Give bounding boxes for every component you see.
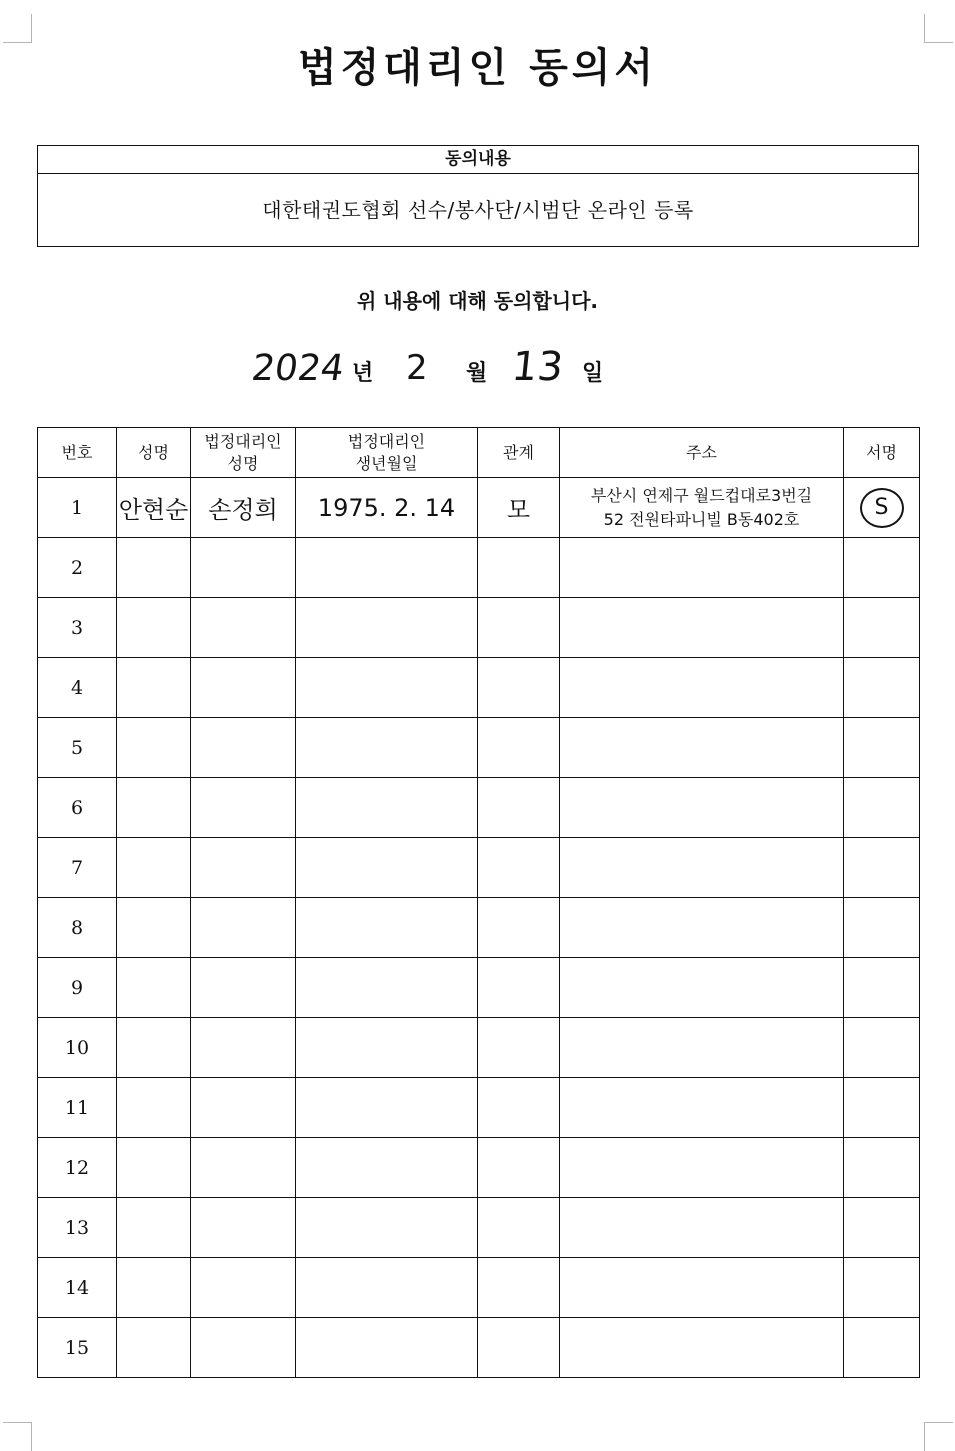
- cell-address: [560, 898, 844, 958]
- cell-signature: [844, 838, 920, 898]
- cell-guardian-birthdate: [296, 958, 478, 1018]
- header-guardian-birthdate: 법정대리인 생년월일: [296, 428, 478, 478]
- cell-number: 15: [38, 1318, 117, 1378]
- cell-address: [560, 1258, 844, 1318]
- table-row: [38, 958, 920, 1018]
- cell-guardian-name: 손정희: [191, 478, 296, 538]
- cell-address: [560, 598, 844, 658]
- cell-name: [117, 598, 191, 658]
- cell-relation: [478, 898, 560, 958]
- cell-number: 12: [38, 1138, 117, 1198]
- cell-name: [117, 838, 191, 898]
- cell-guardian-name: [191, 1198, 296, 1258]
- cell-guardian-birthdate: [296, 898, 478, 958]
- cell-relation: [478, 958, 560, 1018]
- table-header-row: [38, 428, 920, 478]
- cell-address: [560, 778, 844, 838]
- cell-name: [117, 778, 191, 838]
- cell-number: 6: [38, 778, 117, 838]
- cell-name: [117, 1078, 191, 1138]
- cell-signature: [844, 718, 920, 778]
- cell-guardian-name: [191, 1318, 296, 1378]
- cell-name: [117, 1258, 191, 1318]
- cell-name: [117, 1138, 191, 1198]
- cell-relation: [478, 1318, 560, 1378]
- cell-signature: [844, 1018, 920, 1078]
- cell-number: 11: [38, 1078, 117, 1138]
- cell-number: 9: [38, 958, 117, 1018]
- table-row: [38, 718, 920, 778]
- cell-relation: [478, 1258, 560, 1318]
- cell-guardian-birthdate: [296, 1078, 478, 1138]
- cell-number: 2: [38, 538, 117, 598]
- cell-signature: [844, 958, 920, 1018]
- cell-signature: [844, 658, 920, 718]
- cell-relation: [478, 538, 560, 598]
- table-row: [38, 478, 920, 538]
- consent-content-header: 동의내용: [38, 146, 918, 174]
- cell-relation: [478, 598, 560, 658]
- header-address: 주소: [560, 428, 844, 478]
- table-row: [38, 1018, 920, 1078]
- signature-mark: S: [860, 488, 904, 528]
- cell-address: [560, 1138, 844, 1198]
- cell-address: [560, 1198, 844, 1258]
- cell-number: 10: [38, 1018, 117, 1078]
- cell-signature: [844, 1138, 920, 1198]
- cell-guardian-birthdate: [296, 838, 478, 898]
- guardian-registration-table: [37, 427, 920, 1378]
- cell-guardian-birthdate: [296, 1018, 478, 1078]
- cell-guardian-name: [191, 658, 296, 718]
- cell-signature: [844, 1318, 920, 1378]
- consent-content-box: [37, 145, 919, 247]
- cell-address: [560, 1018, 844, 1078]
- agreement-statement: 위 내용에 대해 동의합니다.: [356, 289, 598, 313]
- table-row: [38, 658, 920, 718]
- cell-address: [560, 838, 844, 898]
- cell-address: [560, 538, 844, 598]
- table-row: [38, 898, 920, 958]
- page-corner-mark: [3, 1422, 32, 1451]
- cell-relation: [478, 778, 560, 838]
- cell-relation: [478, 718, 560, 778]
- cell-relation: [478, 658, 560, 718]
- date-year-handwritten: 2024: [249, 348, 347, 389]
- cell-guardian-name: [191, 1258, 296, 1318]
- cell-number: 7: [38, 838, 117, 898]
- cell-name: [117, 718, 191, 778]
- cell-guardian-birthdate: [296, 1258, 478, 1318]
- cell-name: 안현순: [117, 478, 191, 538]
- cell-signature: [844, 1198, 920, 1258]
- cell-guardian-birthdate: [296, 1138, 478, 1198]
- cell-number: 1: [38, 478, 117, 538]
- cell-name: [117, 1018, 191, 1078]
- document-title: 법정대리인 동의서: [297, 45, 658, 91]
- cell-address: [560, 658, 844, 718]
- cell-relation: [478, 838, 560, 898]
- cell-relation: [478, 1078, 560, 1138]
- cell-number: 3: [38, 598, 117, 658]
- table-row: [38, 1258, 920, 1318]
- cell-guardian-name: [191, 598, 296, 658]
- cell-guardian-birthdate: [296, 718, 478, 778]
- table-row: [38, 1138, 920, 1198]
- cell-number: 14: [38, 1258, 117, 1318]
- cell-name: [117, 538, 191, 598]
- cell-address: [560, 718, 844, 778]
- date-month-label: 월: [466, 361, 488, 386]
- cell-signature: [844, 1078, 920, 1138]
- cell-guardian-name: [191, 1078, 296, 1138]
- date-day-handwritten: 13: [509, 344, 566, 390]
- cell-address: [560, 958, 844, 1018]
- cell-name: [117, 658, 191, 718]
- cell-address: [560, 1078, 844, 1138]
- cell-number: 5: [38, 718, 117, 778]
- cell-signature: [844, 538, 920, 598]
- table-row: [38, 1198, 920, 1258]
- table-row: [38, 1078, 920, 1138]
- cell-guardian-name: [191, 1138, 296, 1198]
- address-line-1: 부산시 연제구 월드컵대로3번길: [590, 485, 813, 505]
- cell-guardian-birthdate: [296, 598, 478, 658]
- consent-content-text: 대한태권도협회 선수/봉사단/시범단 온라인 등록: [262, 198, 694, 222]
- cell-guardian-name: [191, 718, 296, 778]
- table-row: [38, 538, 920, 598]
- cell-name: [117, 958, 191, 1018]
- date-month-handwritten: 2: [406, 348, 428, 388]
- cell-guardian-birthdate: [296, 1198, 478, 1258]
- cell-guardian-birthdate: 1975. 2. 14: [296, 478, 478, 538]
- header-relation: 관계: [478, 428, 560, 478]
- cell-guardian-name: [191, 958, 296, 1018]
- header-guardian-name: 법정대리인 성명: [191, 428, 296, 478]
- cell-guardian-name: [191, 778, 296, 838]
- cell-guardian-birthdate: [296, 1318, 478, 1378]
- table-row: [38, 1318, 920, 1378]
- cell-guardian-birthdate: [296, 658, 478, 718]
- date-year-label: 년: [352, 361, 374, 386]
- cell-guardian-name: [191, 1018, 296, 1078]
- cell-name: [117, 1318, 191, 1378]
- cell-signature: [844, 1258, 920, 1318]
- cell-relation: 모: [478, 478, 560, 538]
- cell-signature: [844, 478, 920, 538]
- cell-number: 4: [38, 658, 117, 718]
- cell-guardian-name: [191, 538, 296, 598]
- header-signature: 서명: [844, 428, 920, 478]
- cell-number: 13: [38, 1198, 117, 1258]
- cell-relation: [478, 1138, 560, 1198]
- cell-address: [560, 1318, 844, 1378]
- header-number: 번호: [38, 428, 117, 478]
- cell-relation: [478, 1198, 560, 1258]
- cell-guardian-name: [191, 898, 296, 958]
- cell-signature: [844, 898, 920, 958]
- cell-number: 8: [38, 898, 117, 958]
- table-row: [38, 838, 920, 898]
- table-row: [38, 778, 920, 838]
- cell-guardian-birthdate: [296, 538, 478, 598]
- page-corner-mark: [924, 1422, 953, 1451]
- date-day-label: 일: [582, 361, 604, 386]
- header-name: 성명: [117, 428, 191, 478]
- address-line-2: 52 전원타파니빌 B동402호: [603, 509, 800, 529]
- cell-guardian-name: [191, 838, 296, 898]
- table-row: [38, 598, 920, 658]
- cell-address: [560, 478, 844, 538]
- cell-name: [117, 1198, 191, 1258]
- cell-guardian-birthdate: [296, 778, 478, 838]
- cell-signature: [844, 778, 920, 838]
- consent-date: [0, 340, 955, 400]
- cell-signature: [844, 598, 920, 658]
- cell-relation: [478, 1018, 560, 1078]
- cell-name: [117, 898, 191, 958]
